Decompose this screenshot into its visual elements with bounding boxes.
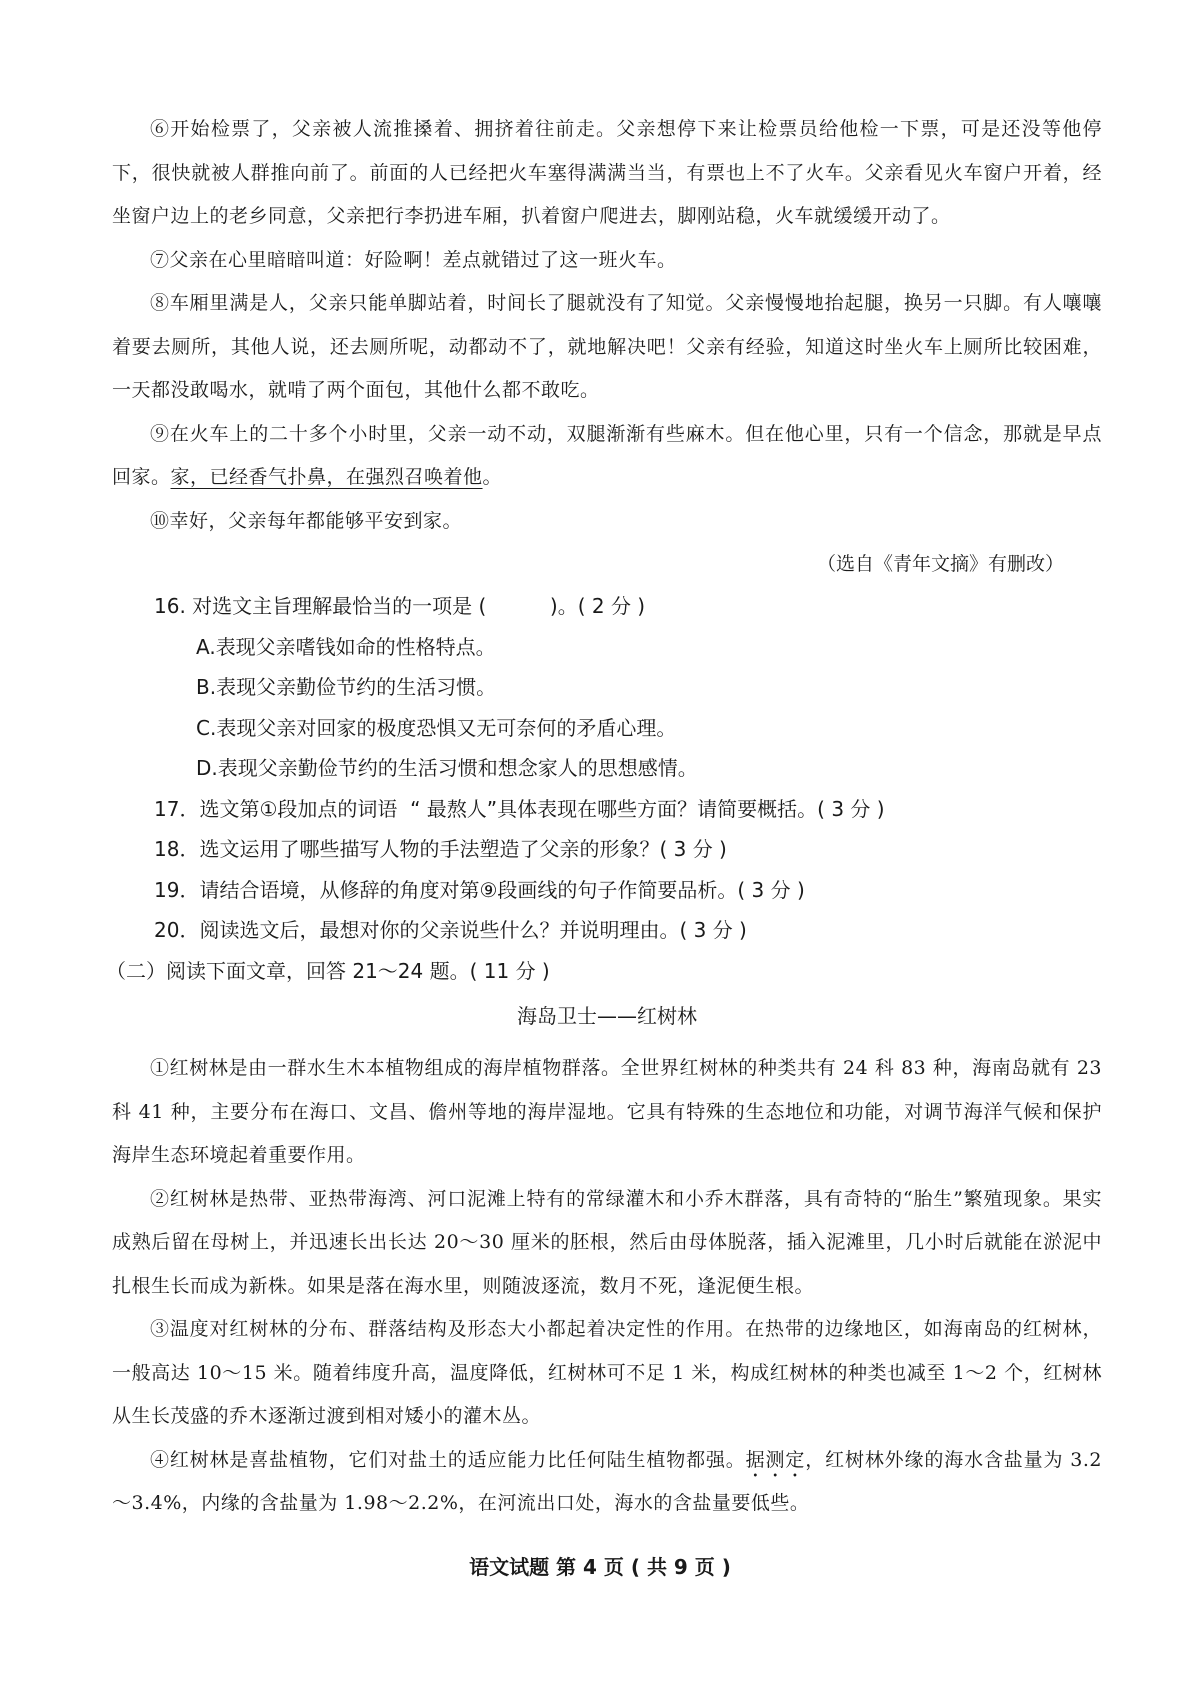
dotted-word: 据测定 [745,1448,806,1471]
question-16: 16. 对选文主旨理解最恰当的一项是 ( )。( 2 分 ) [154,594,646,618]
question-17: 17．选文第①段加点的词语 “ 最熬人”具体表现在哪些方面？请简要概括。( 3 分 ) [154,796,885,821]
section-2-heading: （二）阅读下面文章，回答 21～24 题。( 11 分 ) [106,958,550,983]
question-16-option-c: C.表现父亲对回家的极度恐惧又无可奈何的矛盾心理。 [196,715,677,740]
question-16-option-a: A.表现父亲嗜钱如命的性格特点。 [196,634,496,659]
article-paragraph-4 [112,1439,1102,1526]
article-paragraph-2: ②红树林是热带、亚热带海湾、河口泥滩上特有的常绿灌木和小乔木群落，具有奇特的“胎生”繁殖现象。果实成熟后留在母树上，并迅速长出长达 20～30 厘米的胚根，然后由母体脱落，插入泥滩里，几小时后就能在淤泥中扎根生长而成为新株。如果是落在海水里，则随波逐流，数月不死，逢泥便生根。 [112,1187,1102,1297]
article-title: 海岛卫士——红树林 [517,1004,697,1028]
story-paragraph-9-end: 。 [482,466,503,488]
article-paragraph-4-text: ④红树林是喜盐植物，它们对盐土的适应能力比任何陆生植物都强。 [150,1448,746,1471]
question-19: 19．请结合语境，从修辞的角度对第⑨段画线的句子作简要品析。( 3 分 ) [154,877,805,902]
exam-page [106,108,1102,1526]
story-source: （选自《青年文摘》有删改） [816,553,1064,575]
question-16-option-d: D.表现父亲勤俭节约的生活习惯和想念家人的思想感情。 [196,756,698,780]
story-paragraph-7: ⑦父亲在心里暗暗叫道：好险啊！差点就错过了这一班火车。 [150,248,677,271]
underlined-sentence: 家，已经香气扑鼻，在强烈召唤着他 [170,466,483,488]
story-paragraph-9 [112,413,1102,500]
question-20: 20．阅读选文后，最想对你的父亲说些什么？并说明理由。( 3 分 ) [154,918,747,942]
question-18: 18．选文运用了哪些描写人物的手法塑造了父亲的形象？( 3 分 ) [154,837,727,861]
article-paragraph-1: ①红树林是由一群水生木本植物组成的海岸植物群落。全世界红树林的种类共有 24 科 83 种，海南岛就有 23 科 41 种，主要分布在海口、文昌、儋州等地的海岸湿地。它具有特殊的生态地位和功能，对调节海洋气候和保护海岸生态环境起着重要作用。 [112,1057,1102,1166]
article-paragraph-4-rest: ，红树林外缘的海水含盐量为 3.2～3.4%，内缘的含盐量为 1.98～2.2%，在河流出口处，海水的含盐量要低些。 [112,1448,1102,1514]
story-paragraph-10: ⑩幸好，父亲每年都能够平安到家。 [150,509,463,532]
story-paragraph-8: ⑧车厢里满是人，父亲只能单脚站着，时间长了腿就没有了知觉。父亲慢慢地抬起腿，换另一只脚。有人嚷嚷着要去厕所，其他人说，还去厕所呢，动都动不了，就地解决吧！父亲有经验，知道这时坐火车上厕所比较困难，一天都没敢喝水，就啃了两个面包，其他什么都不敢吃。 [112,292,1102,401]
story-paragraph-9-text: ⑨在火车上的二十多个小时里，父亲一动不动，双腿渐渐有些麻木。但在他心里，只有一个信念，那就是早点回家。 [112,422,1102,488]
page-footer: 语文试题 第 4 页 ( 共 9 页 ) [469,1555,731,1579]
question-16-option-b: B.表现父亲勤俭节约的生活习惯。 [196,675,497,699]
story-paragraph-6: ⑥开始检票了，父亲被人流推搡着、拥挤着往前走。父亲想停下来让检票员给他检一下票，可是还没等他停下，很快就被人群推向前了。前面的人已经把火车塞得满满当当，有票也上不了火车。父亲看见火车窗户开着，经坐窗户边上的老乡同意，父亲把行李扔进车厢，扒着窗户爬进去，脚刚站稳，火车就缓缓开动了。 [112,118,1102,227]
article-paragraph-3: ③温度对红树林的分布、群落结构及形态大小都起着决定性的作用。在热带的边缘地区，如海南岛的红树林，一般高达 10～15 米。随着纬度升高，温度降低，红树林可不足 1 米，构成红树林的种类也减至 1～2 个，红树林从生长茂盛的乔木逐渐过渡到相对矮小的灌木丛。 [112,1318,1102,1427]
